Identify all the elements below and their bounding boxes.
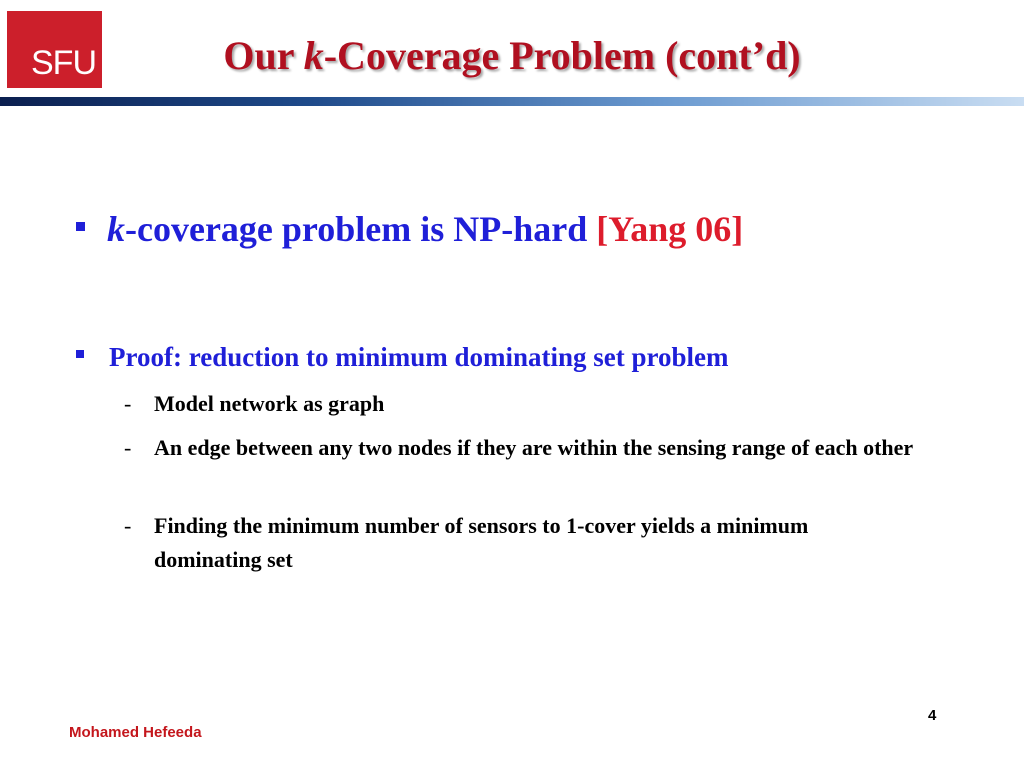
bullet-proof: Proof: reduction to minimum dominating set problem (109, 342, 729, 372)
dash-marker: - (124, 513, 132, 538)
page-number: 4 (928, 707, 937, 724)
sub-item-text: Model network as graph (154, 391, 385, 416)
sub-item-text: An edge between any two nodes if they are within the sensing range of each other (154, 435, 914, 460)
bullet-k: k (107, 209, 125, 249)
dash-marker: - (124, 435, 132, 460)
bullet-square-icon (76, 350, 84, 358)
title-prefix: Our (223, 33, 304, 78)
bullet-square-icon (76, 222, 85, 231)
bullet-text: -coverage problem is NP-hard (125, 209, 597, 249)
footer-author: Mohamed Hefeeda (69, 724, 202, 741)
title-suffix: -Coverage Problem (cont’d) (323, 33, 801, 78)
citation: [Yang 06] (596, 209, 744, 249)
title-divider (0, 97, 1024, 106)
sub-item-text: Finding the minimum number of sensors to 1-cover yields a minimum dominating set (154, 513, 809, 572)
title-k: k (303, 33, 324, 78)
slide-title (0, 31, 1024, 81)
dash-marker: - (124, 391, 132, 416)
logo-text: SFU (31, 44, 96, 82)
bullet-np-hard (107, 207, 743, 251)
